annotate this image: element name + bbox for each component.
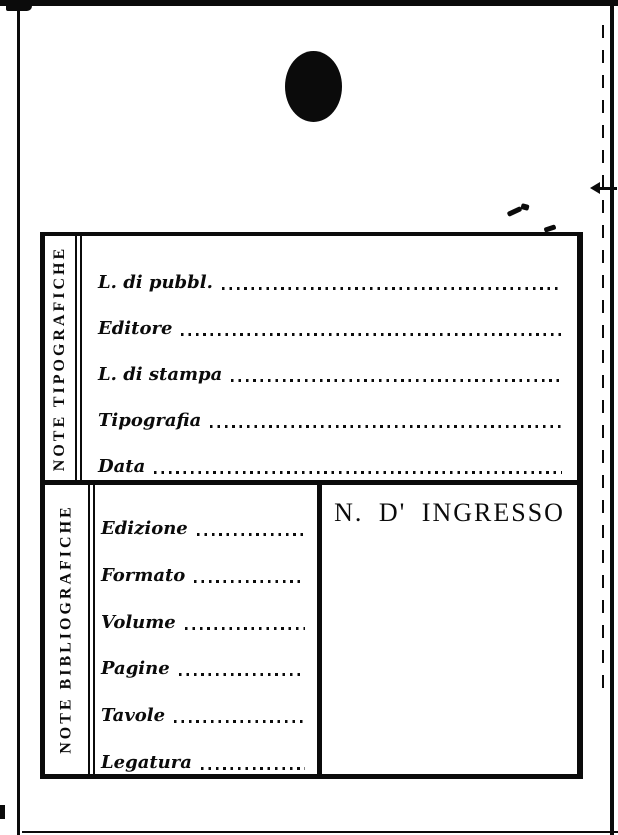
- left-edge-ink-mark: [0, 805, 5, 819]
- dotted-fill-line: [210, 425, 562, 428]
- section-note-bibliografiche: [45, 485, 577, 774]
- field-row-tipografia: [98, 386, 562, 432]
- field-label: Data: [98, 456, 146, 477]
- page-top-border: [0, 0, 618, 6]
- dotted-fill-line: [181, 333, 562, 336]
- field-label: Edizione: [101, 518, 188, 540]
- tipografiche-fields: [82, 236, 577, 480]
- bibliografiche-fields-wrap: [95, 485, 317, 774]
- dotted-fill-line: [174, 720, 305, 723]
- double-rule-divider: [88, 485, 95, 774]
- bibliografiche-body: [95, 485, 577, 774]
- left-arrow-icon: [590, 182, 600, 194]
- dotted-fill-line: [231, 379, 562, 382]
- section-note-tipografiche: [45, 236, 577, 480]
- field-label: Legatura: [101, 752, 192, 773]
- field-row-l-di-stampa: [98, 340, 562, 386]
- side-label-column: [45, 236, 75, 480]
- field-row-volume: [101, 587, 305, 634]
- margin-arrow-tail: [599, 187, 617, 190]
- field-row-pagine: [101, 634, 305, 681]
- dotted-fill-line: [179, 673, 305, 676]
- page-left-rule: [17, 4, 20, 835]
- page-bottom-rule: [22, 831, 618, 833]
- dotted-fill-line: [154, 471, 562, 474]
- double-rule-divider: [75, 236, 82, 480]
- section-side-label: NOTE TIPOGRAFICHE: [51, 245, 68, 471]
- field-label: L. di pubbl.: [98, 272, 213, 293]
- dotted-fill-line: [222, 287, 562, 290]
- dotted-fill-line: [185, 627, 305, 630]
- field-label: Formato: [101, 564, 186, 586]
- dotted-fill-line: [197, 533, 305, 536]
- field-row-editore: [98, 294, 562, 340]
- field-row-l-di-pubbl: [98, 248, 562, 294]
- field-label: Tavole: [101, 705, 166, 727]
- n-dingresso-title: N. D' INGRESSO: [334, 498, 565, 528]
- dotted-fill-line: [194, 580, 305, 583]
- field-row-edizione: [101, 493, 305, 540]
- field-row-legatura: [101, 727, 305, 774]
- field-label: Editore: [98, 318, 173, 339]
- n-dingresso-box: [322, 485, 577, 774]
- section-side-label: NOTE BIBLIOGRAFICHE: [57, 504, 75, 755]
- page-right-rule: [610, 0, 614, 835]
- catalog-card-table: [40, 232, 583, 779]
- field-row-tavole: [101, 680, 305, 727]
- field-row-data: [98, 432, 562, 478]
- page-right-dashed-rule: [602, 25, 604, 697]
- bibliografiche-fields: [95, 485, 317, 774]
- hole-punch-icon: [285, 51, 342, 122]
- field-label: Pagine: [101, 658, 170, 680]
- side-label-column: [45, 485, 88, 774]
- field-label: Tipografia: [98, 410, 202, 431]
- field-label: Volume: [101, 611, 176, 633]
- field-row-formato: [101, 540, 305, 587]
- dotted-fill-line: [201, 767, 305, 770]
- field-label: L. di stampa: [98, 364, 223, 385]
